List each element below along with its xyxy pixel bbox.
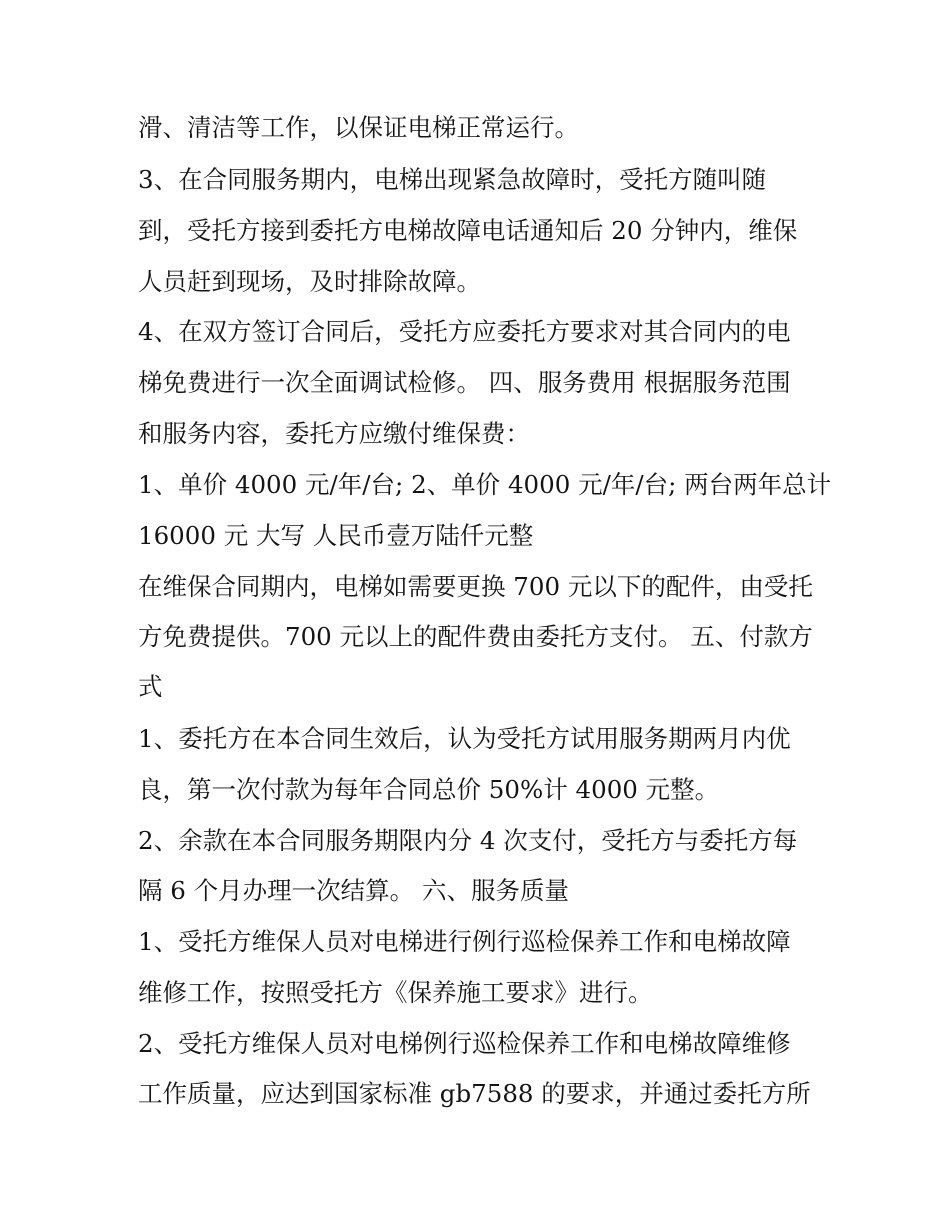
text-line: 16000 元 大写 人民币壹万陆仟元整 (138, 521, 534, 550)
text-line: 滑、清洁等工作，以保证电梯正常运行。 (138, 113, 579, 142)
text-line: 式 (138, 672, 163, 701)
text-line: 隔 6 个月办理一次结算。 六、服务质量 (138, 876, 569, 905)
text-line: 和服务内容，委托方应缴付维保费： (138, 419, 530, 448)
text-line: 到，受托方接到委托方电梯故障电话通知后 20 分钟内，维保 (138, 216, 798, 245)
text-line: 1、单价 4000 元/年/台; 2、单价 4000 元/年/台; 两台两年总计 (138, 470, 832, 499)
text-line: 3、在合同服务期内，电梯出现紧急故障时，受托方随叫随 (138, 165, 767, 194)
text-line: 方免费提供。700 元以上的配件费由委托方支付。 五、付款方 (138, 622, 813, 651)
text-line: 工作质量，应达到国家标准 gb7588 的要求，并通过委托方所 (138, 1079, 811, 1108)
text-line: 2、受托方维保人员对电梯例行巡检保养工作和电梯故障维修 (138, 1029, 791, 1058)
text-line: 人员赶到现场，及时排除故障。 (138, 267, 481, 296)
text-line: 2、余款在本合同服务期限内分 4 次支付，受托方与委托方每 (138, 826, 798, 855)
text-line: 1、受托方维保人员对电梯进行例行巡检保养工作和电梯故障 (138, 927, 791, 956)
text-line: 良，第一次付款为每年合同总价 50%计 4000 元整。 (138, 775, 720, 804)
text-line: 梯免费进行一次全面调试检修。 四、服务费用 根据服务范围 (138, 368, 791, 397)
text-line: 维修工作，按照受托方《保养施工要求》进行。 (138, 978, 653, 1007)
text-line: 1、委托方在本合同生效后，认为受托方试用服务期两月内优 (138, 724, 791, 753)
text-line: 4、在双方签订合同后，受托方应委托方要求对其合同内的电 (138, 317, 791, 346)
text-line: 在维保合同期内，电梯如需要更换 700 元以下的配件，由受托 (138, 572, 813, 601)
